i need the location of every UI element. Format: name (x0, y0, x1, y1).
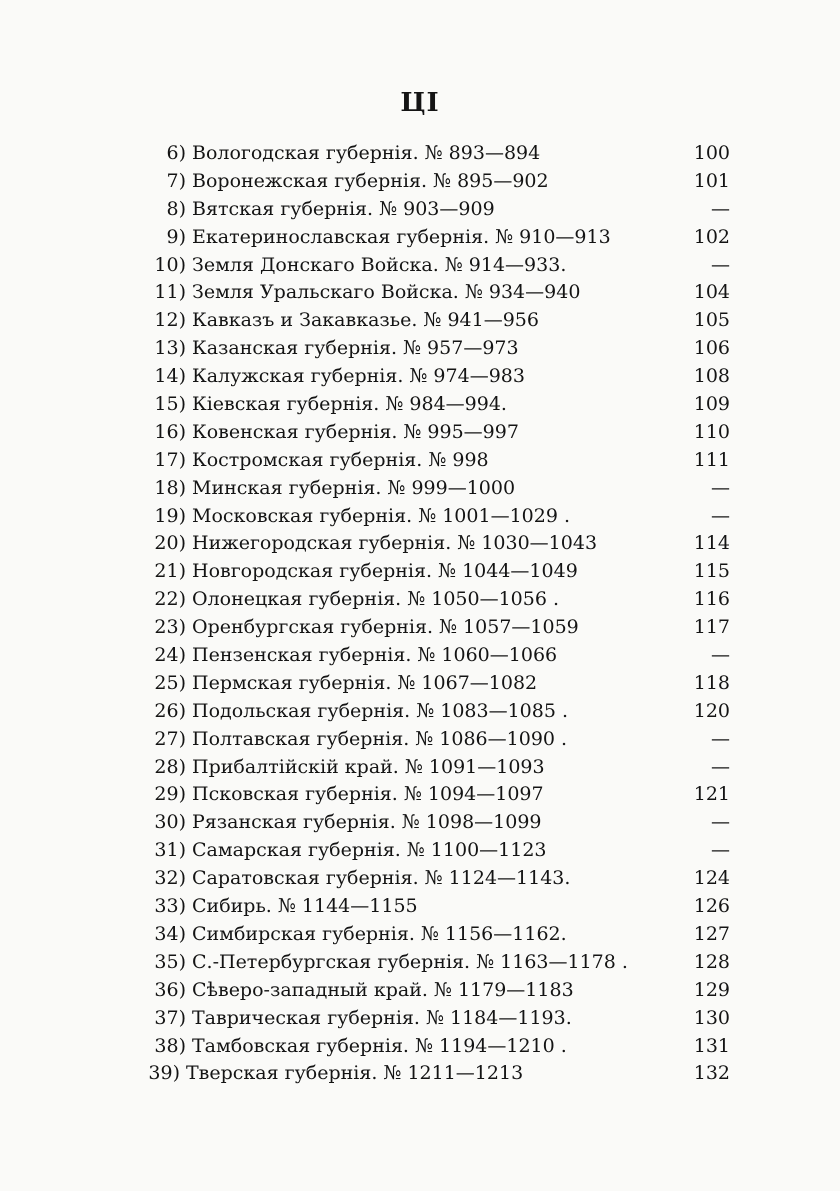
entry-title: Симбирская губернія. № 1156—1162. (192, 922, 567, 945)
entry-title: Кавказъ и Закавказье. № 941—956 (192, 309, 539, 332)
entry-page: 128 (693, 950, 730, 973)
entry-page: 108 (693, 365, 730, 388)
toc-entry (0, 781, 840, 809)
entry-number: 29) (154, 783, 186, 806)
entry-number: 27) (154, 727, 186, 750)
entry-number: 26) (154, 699, 186, 722)
entry-title: Полтавская губернія. № 1086—1090 . (192, 727, 568, 750)
entry-page: 111 (693, 448, 730, 471)
entry-number: 23) (154, 616, 186, 639)
entry-title: Прибалтійскій край. № 1091—1093 (192, 755, 545, 778)
entry-number: 34) (154, 922, 186, 945)
entry-title: Подольская губернія. № 1083—1085 . (192, 699, 569, 722)
entry-page: 104 (693, 281, 730, 304)
toc-entry (0, 140, 840, 168)
toc-entry (0, 363, 840, 391)
entry-number: 35) (154, 950, 186, 973)
entry-number: 33) (154, 895, 186, 918)
toc-entry (0, 837, 840, 865)
entry-page: 130 (693, 1006, 730, 1029)
toc-entry (0, 949, 840, 977)
entry-title: Саратовская губернія. № 1124—1143. (192, 867, 571, 890)
toc-entry (0, 642, 840, 670)
entry-title: Екатеринославская губернія. № 910—913 (192, 225, 611, 248)
entry-title: Кіевская губернія. № 984—994. (192, 393, 507, 416)
entry-title: Нижегородская губернія. № 1030—1043 (192, 532, 598, 555)
toc-entry (0, 893, 840, 921)
toc-entry (0, 1005, 840, 1033)
entry-page: 129 (693, 978, 730, 1001)
entry-number: 8) (166, 197, 186, 220)
entry-title: Оренбургская губернія. № 1057—1059 (192, 616, 579, 639)
toc-entry (0, 530, 840, 558)
entry-title: Сѣверо-западный край. № 1179—1183 (192, 978, 574, 1001)
entry-title: Воронежская губернія. № 895—902 (192, 169, 549, 192)
entry-page: — (711, 253, 730, 276)
entry-number: 36) (154, 978, 186, 1001)
entry-title: Вятская губернія. № 903—909 (192, 197, 495, 220)
toc-entry (0, 670, 840, 698)
entry-number: 22) (154, 588, 186, 611)
entry-title: Пермская губернія. № 1067—1082 (192, 671, 538, 694)
toc-entry (0, 307, 840, 335)
entry-title: Ковенская губернія. № 995—997 (192, 420, 519, 443)
entry-title: Самарская губернія. № 1100—1123 (192, 839, 547, 862)
entry-page: 124 (693, 867, 730, 890)
toc-entry (0, 196, 840, 224)
entry-number: 11) (154, 281, 186, 304)
entry-page: 109 (693, 393, 730, 416)
entry-page: 102 (693, 225, 730, 248)
entry-title: Рязанская губернія. № 1098—1099 (192, 811, 542, 834)
toc-entry (0, 279, 840, 307)
toc-entry (0, 558, 840, 586)
entry-page: 117 (693, 616, 730, 639)
toc-entry (0, 614, 840, 642)
toc-entry (0, 921, 840, 949)
toc-entry (0, 168, 840, 196)
entry-page: — (711, 811, 730, 834)
entry-page: 100 (693, 142, 730, 164)
toc-entry (0, 698, 840, 726)
entry-number: 14) (154, 365, 186, 388)
entry-number: 15) (154, 393, 186, 416)
entry-page: 110 (693, 420, 730, 443)
entry-number: 17) (154, 448, 186, 471)
entry-number: 7) (166, 169, 186, 192)
entry-title: Тамбовская губернія. № 1194—1210 . (192, 1034, 567, 1057)
entry-number: 37) (154, 1006, 186, 1029)
entry-title: Московская губернія. № 1001—1029 . (192, 504, 571, 527)
entry-title: Тверская губернія. № 1211—1213 (186, 1062, 524, 1085)
entry-number: 6) (166, 142, 186, 164)
entry-title: Таврическая губернія. № 1184—1193. (192, 1006, 572, 1029)
toc-entry (0, 865, 840, 893)
toc-entry (0, 1060, 840, 1088)
entry-title: Олонецкая губернія. № 1050—1056 . (192, 588, 560, 611)
entry-title: Пензенская губернія. № 1060—1066 (192, 644, 558, 667)
entry-page: — (711, 727, 730, 750)
table-of-contents (0, 140, 840, 1088)
entry-number: 9) (166, 225, 186, 248)
entry-number: 19) (154, 504, 186, 527)
toc-entry (0, 447, 840, 475)
toc-entry (0, 475, 840, 503)
entry-number: 38) (154, 1034, 186, 1057)
entry-number: 24) (154, 644, 186, 667)
toc-entry (0, 1033, 840, 1061)
entry-number: 21) (154, 560, 186, 583)
entry-title: С.-Петербургская губернія. № 1163—1178 . (192, 950, 628, 973)
entry-page: 114 (693, 532, 730, 555)
entry-title: Земля Уральскаго Войска. № 934—940 (192, 281, 581, 304)
entry-page: 106 (693, 337, 730, 360)
entry-page: 101 (693, 169, 730, 192)
entry-number: 12) (154, 309, 186, 332)
toc-entry (0, 586, 840, 614)
entry-page: — (711, 504, 730, 527)
entry-title: Костромская губернія. № 998 (192, 448, 489, 471)
toc-entry (0, 252, 840, 280)
entry-title: Минская губернія. № 999—1000 (192, 476, 516, 499)
entry-page: — (711, 755, 730, 778)
entry-number: 16) (154, 420, 186, 443)
entry-title: Сибирь. № 1144—1155 (192, 895, 418, 918)
entry-number: 13) (154, 337, 186, 360)
entry-number: 25) (154, 671, 186, 694)
entry-number: 31) (154, 839, 186, 862)
toc-entry (0, 503, 840, 531)
toc-entry (0, 754, 840, 782)
toc-entry (0, 335, 840, 363)
entry-title: Земля Донскаго Войска. № 914—933. (192, 253, 567, 276)
entry-number: 20) (154, 532, 186, 555)
entry-title: Вологодская губернія. № 893—894 (192, 142, 541, 164)
toc-entry (0, 977, 840, 1005)
entry-page: — (711, 839, 730, 862)
toc-entry (0, 391, 840, 419)
entry-page: 116 (693, 588, 730, 611)
entry-number: 28) (154, 755, 186, 778)
entry-number: 18) (154, 476, 186, 499)
entry-page: 121 (693, 783, 730, 806)
entry-number: 32) (154, 867, 186, 890)
entry-page: 115 (693, 560, 730, 583)
entry-title: Казанская губернія. № 957—973 (192, 337, 519, 360)
page-number: ЦI (400, 88, 440, 118)
entry-page: 127 (693, 922, 730, 945)
entry-page: 126 (693, 895, 730, 918)
entry-page: 132 (693, 1062, 730, 1085)
entry-page: — (711, 476, 730, 499)
entry-title: Новгородская губернія. № 1044—1049 (192, 560, 578, 583)
entry-number: 39) (148, 1062, 180, 1085)
entry-number: 30) (154, 811, 186, 834)
entry-page: — (711, 644, 730, 667)
entry-page: — (711, 197, 730, 220)
toc-entry (0, 419, 840, 447)
entry-title: Калужская губернія. № 974—983 (192, 365, 525, 388)
entry-title: Псковская губернія. № 1094—1097 (192, 783, 544, 806)
entry-page: 105 (693, 309, 730, 332)
entry-number: 10) (154, 253, 186, 276)
toc-entry (0, 809, 840, 837)
toc-entry (0, 224, 840, 252)
entry-page: 131 (693, 1034, 730, 1057)
toc-entry (0, 726, 840, 754)
entry-page: 118 (693, 671, 730, 694)
entry-page: 120 (693, 699, 730, 722)
